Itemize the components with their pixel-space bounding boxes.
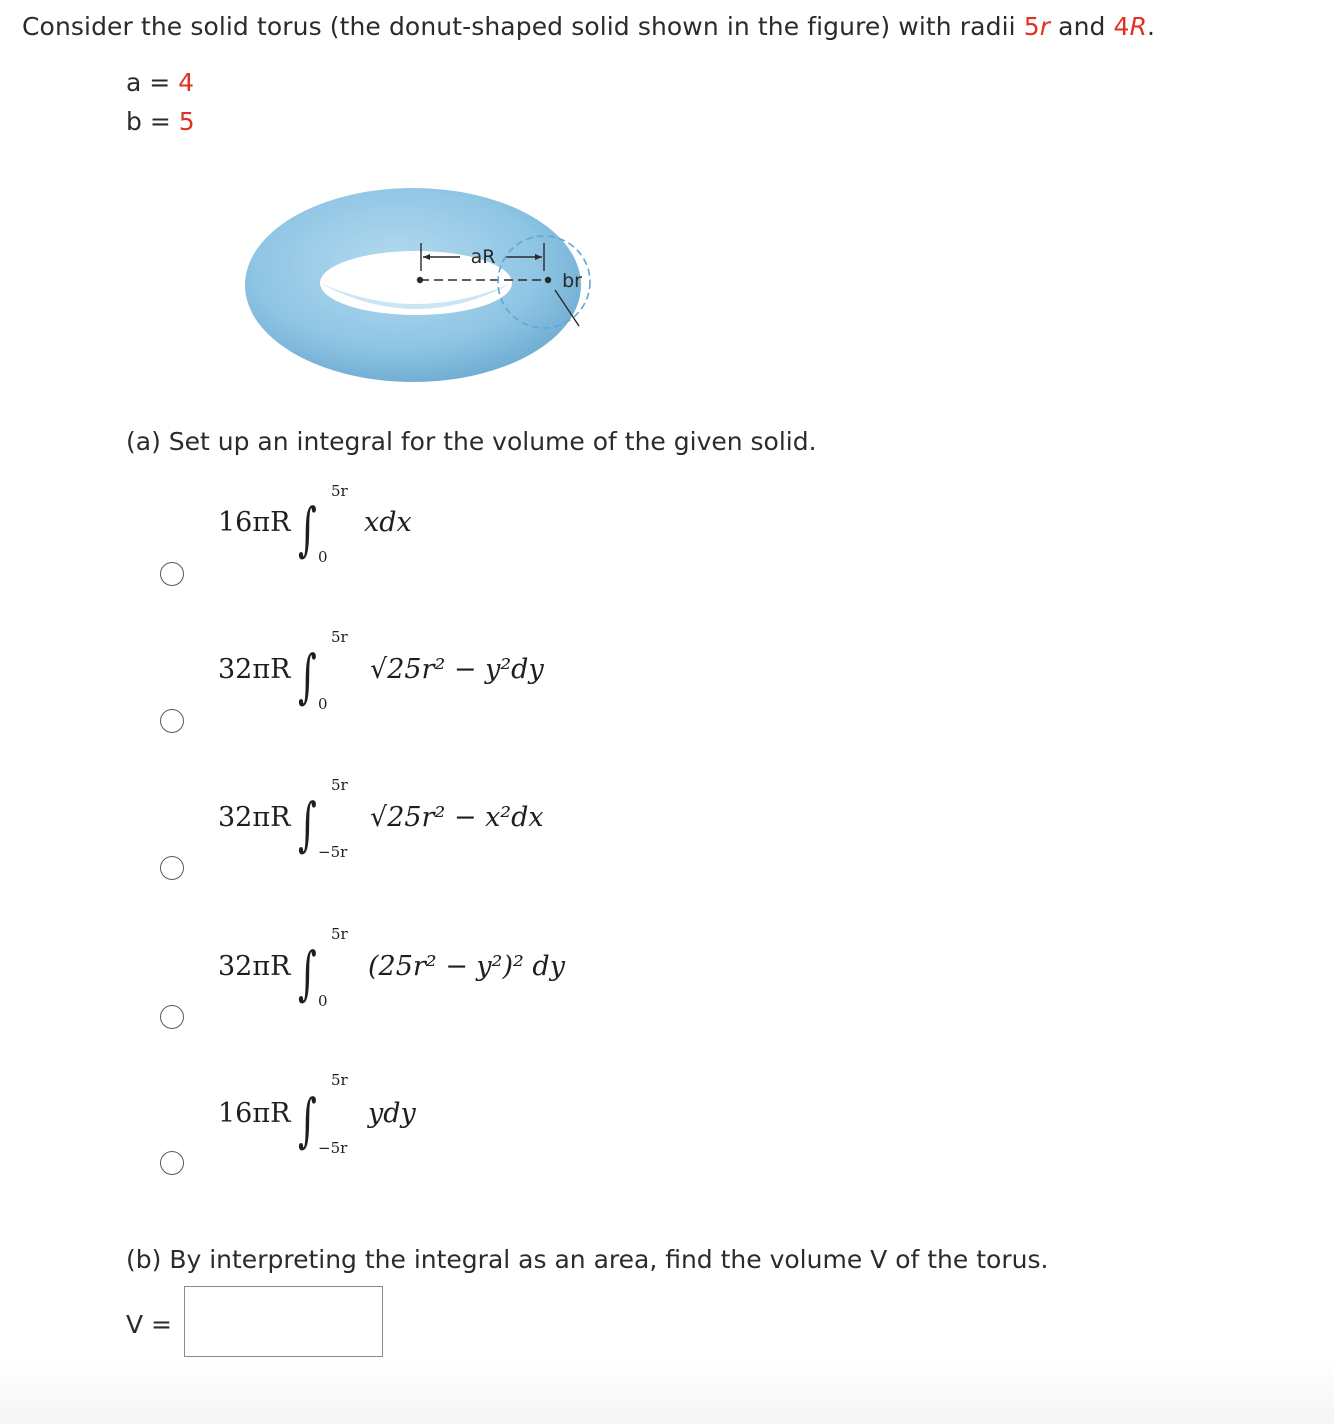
radius-large: 4R (1113, 12, 1148, 41)
radius-small: 5r (1023, 12, 1051, 41)
label-br: br (562, 270, 582, 292)
integral-sign: ∫ (298, 939, 317, 1007)
param-a: a = 4 (126, 68, 195, 97)
option-4-integrand: (25r² − y²)² dy (368, 951, 565, 982)
option-4-lower-limit: 0 (318, 992, 328, 1010)
option-2-upper-limit: 5r (331, 628, 348, 646)
option-3-integrand: √25r² − x²dx (370, 802, 544, 833)
param-a-value: 4 (178, 68, 195, 97)
center-dot (417, 277, 423, 283)
option-3-lower-limit: −5r (318, 843, 348, 861)
option-4-upper-limit: 5r (331, 925, 348, 943)
option-5-radio[interactable] (160, 1151, 184, 1175)
intro-text: Consider the solid torus (the donut-shaped solid shown in the figure) with radii (22, 12, 1024, 41)
param-b-value: 5 (178, 107, 195, 136)
part-b-prompt: (b) By interpreting the integral as an area, find the volume V of the torus. (126, 1245, 1049, 1274)
option-5-integrand: ydy (368, 1098, 416, 1129)
integral-sign: ∫ (298, 642, 317, 710)
answer-label: V = (126, 1310, 172, 1339)
option-5-coefficient: 16πR (218, 1098, 291, 1129)
option-2-lower-limit: 0 (318, 695, 328, 713)
option-5-upper-limit: 5r (331, 1071, 348, 1089)
part-a-prompt: (a) Set up an integral for the volume of the given solid. (126, 427, 817, 456)
option-2-integrand: √25r² − y²dy (370, 654, 544, 685)
torus-figure (240, 185, 600, 385)
option-2-coefficient: 32πR (218, 654, 291, 685)
param-b: b = 5 (126, 107, 195, 136)
option-1-coefficient: 16πR (218, 507, 291, 538)
option-4-coefficient: 32πR (218, 951, 291, 982)
label-aR: aR (470, 246, 496, 268)
option-3-coefficient: 32πR (218, 802, 291, 833)
option-3-radio[interactable] (160, 856, 184, 880)
bottom-shade (0, 1360, 1334, 1424)
integral-sign: ∫ (298, 790, 317, 858)
option-1-lower-limit: 0 (318, 548, 328, 566)
torus-body (245, 188, 581, 382)
problem-intro: Consider the solid torus (the donut-shaped solid shown in the figure) with radii 5r and 4R. (22, 12, 1156, 41)
integral-sign: ∫ (298, 495, 317, 563)
option-2-radio[interactable] (160, 709, 184, 733)
option-1-radio[interactable] (160, 562, 184, 586)
option-1-integrand: xdx (364, 507, 412, 538)
option-4-radio[interactable] (160, 1005, 184, 1029)
integral-sign: ∫ (298, 1086, 317, 1154)
option-3-upper-limit: 5r (331, 776, 348, 794)
volume-answer-input[interactable] (184, 1286, 383, 1357)
option-5-lower-limit: −5r (318, 1139, 348, 1157)
option-1-upper-limit: 5r (331, 482, 348, 500)
